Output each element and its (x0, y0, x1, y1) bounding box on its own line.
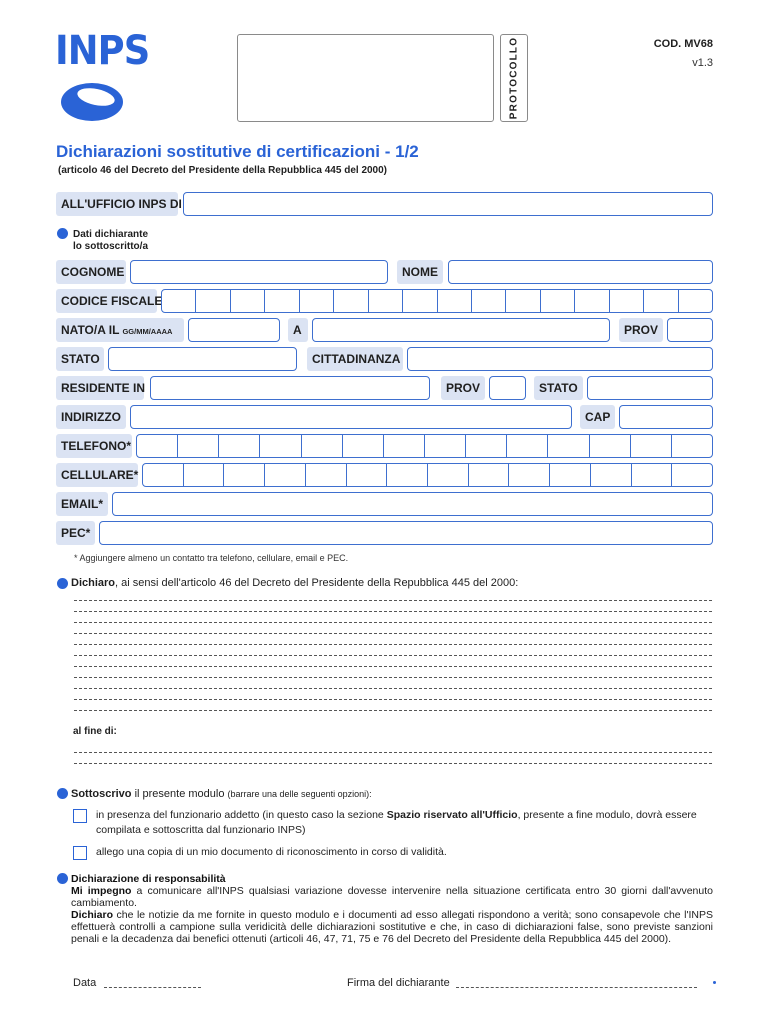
write-line[interactable] (74, 688, 712, 689)
page-title: Dichiarazioni sostitutive di certificazioni - 1/2 (56, 142, 419, 161)
cellulare-input[interactable] (142, 463, 713, 487)
codice-fiscale-input[interactable] (161, 289, 713, 313)
indirizzo-input[interactable] (130, 405, 572, 429)
al-fine-di-label: al fine di: (73, 726, 117, 737)
write-line[interactable] (74, 710, 712, 711)
date-line[interactable] (104, 987, 201, 988)
sottoscrivo-text: Sottoscrivo il presente modulo (barrare una delle seguenti opzioni): (71, 788, 372, 800)
write-line[interactable] (74, 644, 712, 645)
form-version: v1.3 (692, 57, 713, 69)
section-bullet-icon (57, 788, 68, 799)
email-label: EMAIL* (56, 492, 108, 516)
page-subtitle: (articolo 46 del Decreto del Presidente della Repubblica 445 del 2000) (58, 165, 388, 176)
form-code: COD. MV68 (653, 38, 713, 50)
ufficio-input[interactable] (183, 192, 713, 216)
cap-input[interactable] (619, 405, 713, 429)
residence-prov-input[interactable] (489, 376, 526, 400)
nato-il-label: NATO/A IL GG/MM/AAAA (56, 318, 184, 342)
write-line[interactable] (74, 699, 712, 700)
section-bullet-icon (57, 578, 68, 589)
write-line[interactable] (74, 677, 712, 678)
stato-label: STATO (56, 347, 104, 371)
corner-mark (713, 981, 716, 984)
write-line[interactable] (74, 611, 712, 612)
birth-place-input[interactable] (312, 318, 610, 342)
codice-fiscale-label: CODICE FISCALE (56, 289, 157, 313)
residence-stato-input[interactable] (587, 376, 713, 400)
write-line[interactable] (74, 600, 712, 601)
section-bullet-icon (57, 228, 68, 239)
write-line[interactable] (74, 622, 712, 623)
pec-input[interactable] (99, 521, 713, 545)
responsabilita-section: Dichiarazione di responsabilità Mi impegno a comunicare all'INPS qualsiasi variazione dovesse intervenire nella situazione certificata entro 30 giorni dall'avvenuto cambiamento. Dichiaro che le notizie da me fornite in questo modulo e i documenti ad esso allegati rispondono a verità; sono consapevole che l'INPS effettuerà controlli a campione sulla veridicità delle dichiarazioni sostitutive e che, in caso di dichiarazioni false, sono previste sanzioni penali e la decadenza dai benefici ottenuti (articoli 46, 47, 71, 75 e 76 del Decreto del Presidente della Repubblica 445 del 2000). (71, 873, 713, 945)
purpose-line[interactable] (74, 763, 712, 764)
option-document-checkbox[interactable] (73, 846, 87, 860)
residence-stato-label: STATO (534, 376, 583, 400)
residente-in-input[interactable] (150, 376, 430, 400)
stato-input[interactable] (108, 347, 297, 371)
write-line[interactable] (74, 655, 712, 656)
birth-prov-label: PROV (619, 318, 663, 342)
ufficio-label: ALL'UFFICIO INPS DI (56, 192, 178, 216)
telefono-label: TELEFONO* (56, 434, 132, 458)
write-line[interactable] (74, 666, 712, 667)
option-presence-checkbox[interactable] (73, 809, 87, 823)
birth-prov-input[interactable] (667, 318, 713, 342)
cittadinanza-label: CITTADINANZA (307, 347, 403, 371)
data-label: Data (73, 977, 97, 989)
section-dati-title: Dati dichiarante lo sottoscritto/a (73, 229, 149, 252)
protocol-stamp-box (237, 34, 494, 122)
cittadinanza-input[interactable] (407, 347, 713, 371)
protocol-label-box (500, 34, 528, 122)
purpose-line[interactable] (74, 752, 712, 753)
signature-line[interactable] (456, 987, 697, 988)
cognome-label: COGNOME (56, 260, 126, 284)
section-bullet-icon (57, 873, 68, 884)
nome-label: NOME (397, 260, 443, 284)
firma-label: Firma del dichiarante (347, 977, 450, 989)
telefono-input[interactable] (136, 434, 713, 458)
email-input[interactable] (112, 492, 713, 516)
birth-date-input[interactable] (188, 318, 280, 342)
nome-input[interactable] (448, 260, 713, 284)
nato-a-label: A (288, 318, 308, 342)
option-presence-label: in presenza del funzionario addetto (in questo caso la sezione Spazio riservato all'Ufficio, presente a fine modulo, dovrà essere compilata e sottoscritta dal funzionario INPS) (96, 809, 697, 836)
protocol-label: PROTOCOLLO (508, 36, 520, 120)
indirizzo-label: INDIRIZZO (56, 405, 126, 429)
cap-label: CAP (580, 405, 615, 429)
contact-note: * Aggiungere almeno un contatto tra telefono, cellulare, email e PEC. (74, 553, 349, 563)
option-document-label: allego una copia di un mio documento di riconoscimento in corso di validità. (96, 846, 447, 858)
inps-logo-mark-icon (60, 78, 128, 124)
cognome-input[interactable] (130, 260, 388, 284)
cellulare-label: CELLULARE* (56, 463, 138, 487)
residence-prov-label: PROV (441, 376, 485, 400)
inps-logo-text: INPS (55, 28, 150, 74)
dichiaro-text: Dichiaro, ai sensi dell'articolo 46 del Decreto del Presidente della Repubblica 445 del 2000: (71, 577, 519, 589)
residente-in-label: RESIDENTE IN (56, 376, 144, 400)
write-line[interactable] (74, 633, 712, 634)
pec-label: PEC* (56, 521, 95, 545)
